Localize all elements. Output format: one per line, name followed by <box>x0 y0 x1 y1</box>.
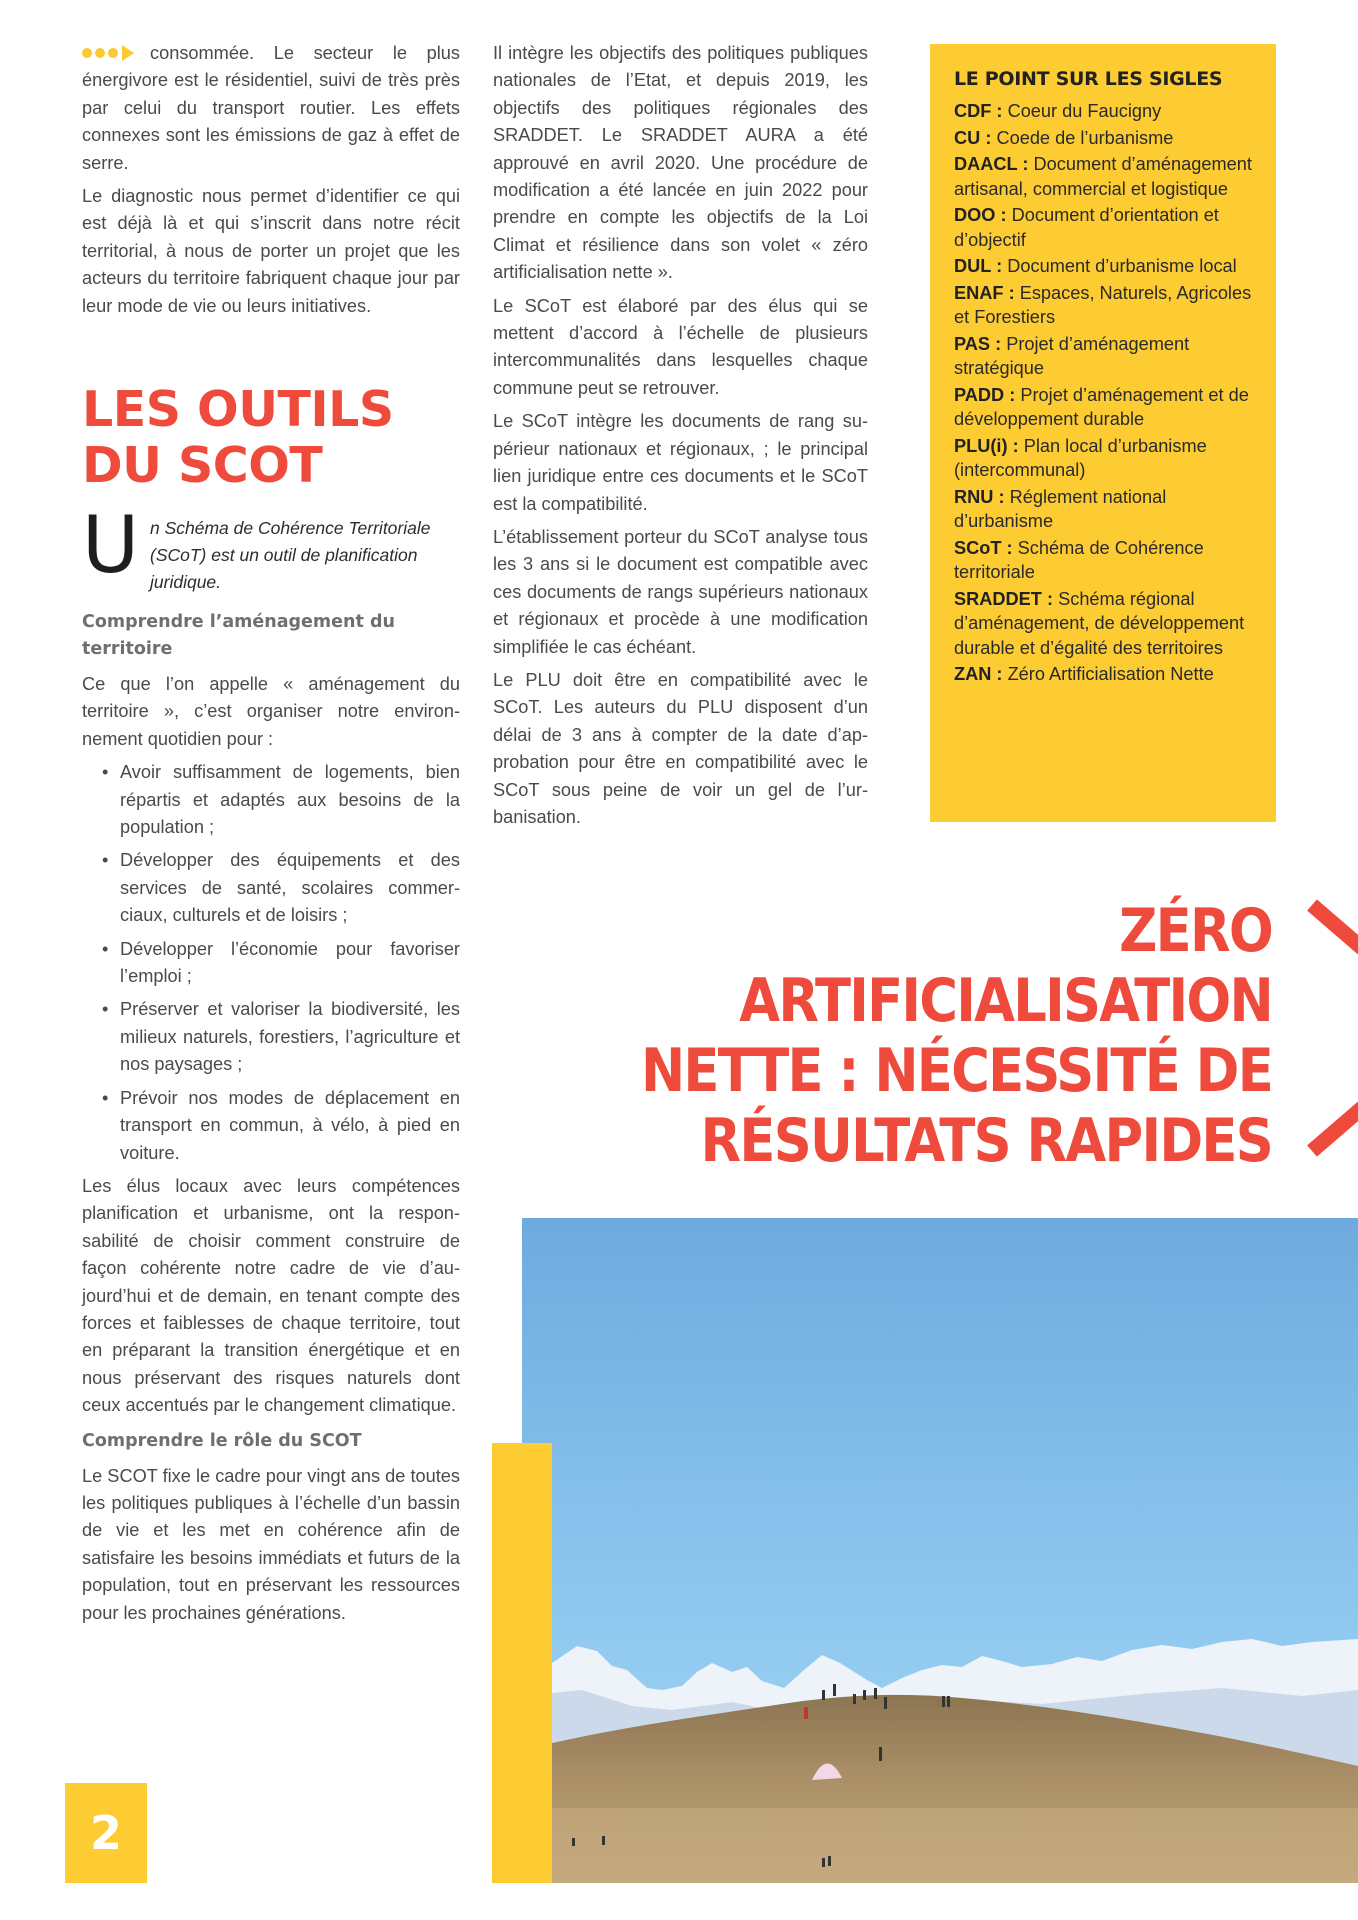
page-number: 2 <box>65 1783 147 1883</box>
lead-text: n Schéma de Cohérence Territoriale (SCoT) est un outil de planification juridique. <box>150 518 431 592</box>
sigle-item: SRADDET : Schéma régional d’aménagement, de développement durable et d’égalité des territoires <box>954 588 1245 658</box>
dropcap: U <box>82 501 140 591</box>
sigle-item: CDF : Coeur du Faucigny <box>954 101 1162 121</box>
continuation-dots-icon <box>82 45 134 61</box>
paragraph-elus: Les élus locaux avec leurs compétences planification et urbanisme, ont la responsabilité de choisir comment construire de façon cohérente notre cadre de vie d’aujourd’hui et de demain, en tenant compte des forces et faiblesses de chaque territoire, tout en préparant la transition énergétique et en nous préservant des risques naturels dont ceux accentués par le changement climatique. <box>82 1175 460 1416</box>
yellow-accent-bar <box>492 1443 552 1883</box>
sigle-item: RNU : Réglement national d’urbanisme <box>954 486 1167 531</box>
landscape-photo <box>522 1218 1358 1883</box>
column-1 <box>82 40 460 326</box>
sigle-item: PLU(i) : Plan local d’urbanisme (intercommunal) <box>954 435 1207 480</box>
intro-paragraph-1: consommée. Le secteur le plus énergivore est le résidentiel, suivi de très près par celui du transport routier. Les effets connexes sont les émissions de gaz à effet de serre. <box>82 43 460 173</box>
list-item: • Développer des équipements et des services de santé, scolaires commerciaux, culturels et de loisirs ; <box>82 847 460 929</box>
paragraph-role: Le SCOT fixe le cadre pour vingt ans de toutes les politiques publiques à l’échelle d’un bassin de vie et les met en cohérence afin de satisfaire les besoins immédiats et futurs de la population, tout en préservant les ressources pour les prochaines générations. <box>82 1465 460 1623</box>
paragraph: Le SCoT intègre les documents de rang supérieur nationaux et régionaux, ; le principal lien juridique entre ces documents et le SCoT est la compatibilité. <box>493 411 868 514</box>
sigle-item: ENAF : Espaces, Naturels, Agricoles et Forestiers <box>954 282 1252 327</box>
column-2 <box>493 40 868 837</box>
mountain-meadow-image <box>522 1218 1358 1883</box>
list-item: • Avoir suffisamment de logements, bien répartis et adaptés aux besoins de la population ; <box>82 759 460 841</box>
paragraph-intro-list: Ce que l’on appelle « aménagement du territoire », c’est organiser notre environnement quotidien pour : <box>82 674 460 749</box>
section-title-outils: LES OUTILS DU SCOT <box>82 381 394 494</box>
sigle-item: PAS : Projet d’aménagement stratégique <box>954 333 1190 378</box>
lead-paragraph <box>82 501 462 596</box>
sigle-item: CU : Coede de l’urbanisme <box>954 127 1174 148</box>
body-amenagement <box>82 609 460 1633</box>
chevron-bracket-icon <box>1298 893 1358 1165</box>
list-item: • Développer l’économie pour favoriser l’emploi ; <box>82 936 460 991</box>
sigle-item: DOO : Document d’orientation et d’objectif <box>954 205 1219 250</box>
paragraph: Il intègre les objectifs des politiques publiques nationales de l’Etat, et depuis 2019, les objectifs des politiques régionales des SRADDET. Le SRADDET AURA a été approuvé en avril 2020. Une procédure de modification a été lancée en juin 2022 pour prendre en compte les objectifs de la Loi Climat et résilience dans son volet « zéro artificialisation nette ». <box>493 43 868 283</box>
paragraph: Le SCoT est élaboré par des élus qui se mettent d’accord à l’échelle de plusieurs intercommunalités dans lesquelles chaque commune peut se retrouver. <box>493 295 868 398</box>
sigle-item: DAACL : Document d’aménagement artisanal, commercial et logistique <box>954 154 1252 199</box>
sigle-item: SCoT : Schéma de Cohérence territoriale <box>954 537 1204 582</box>
paragraph: L’établissement porteur du SCoT analyse tous les 3 ans si le document est compatible avec ces documents de rangs supérieurs nationaux et régionaux et procède à une modification simplifiée le cas échéant. <box>493 526 868 657</box>
sigle-item: ZAN : Zéro Artificialisation Nette <box>954 664 1214 684</box>
sigle-item: PADD : Projet d’aménagement et de développement durable <box>954 384 1249 429</box>
intro-paragraph-2: Le diagnostic nous permet d’identifier ce qui est déjà là et qui s’inscrit dans notre récit territorial, à nous de porter un projet que les acteurs du territoire fabriquent chaque jour par leur mode de vie ou leurs initiatives. <box>82 186 460 316</box>
sigle-item: DUL : Document d’urbanisme local <box>954 256 1237 276</box>
sigles-box <box>930 44 1276 822</box>
list-item: • Prévoir nos modes de déplacement en transport en commun, à vélo, à pied en voiture. <box>82 1085 460 1167</box>
subhead-amenagement: Comprendre l’aménagement du territoire <box>82 612 395 659</box>
subhead-role: Comprendre le rôle du SCOT <box>82 1430 362 1451</box>
paragraph: Le PLU doit être en compatibilité avec le SCoT. Les auteurs du PLU disposent d’un délai de 3 ans à compter de la date d’approbation pour être en compatibilité avec le SCoT sous peine de voir un gel de l’urbanisation. <box>493 669 868 827</box>
bullet-list <box>82 759 460 1167</box>
sigles-title: LE POINT SUR LES SIGLES <box>954 68 1223 90</box>
zan-heading: ZÉRO ARTIFICIALISATION NETTE : NÉCESSITÉ DE RÉSULTATS RAPIDES <box>640 896 1272 1176</box>
list-item: • Préserver et valoriser la biodiversité, les milieux naturels, forestiers, l’agriculture et nos paysages ; <box>82 996 460 1078</box>
